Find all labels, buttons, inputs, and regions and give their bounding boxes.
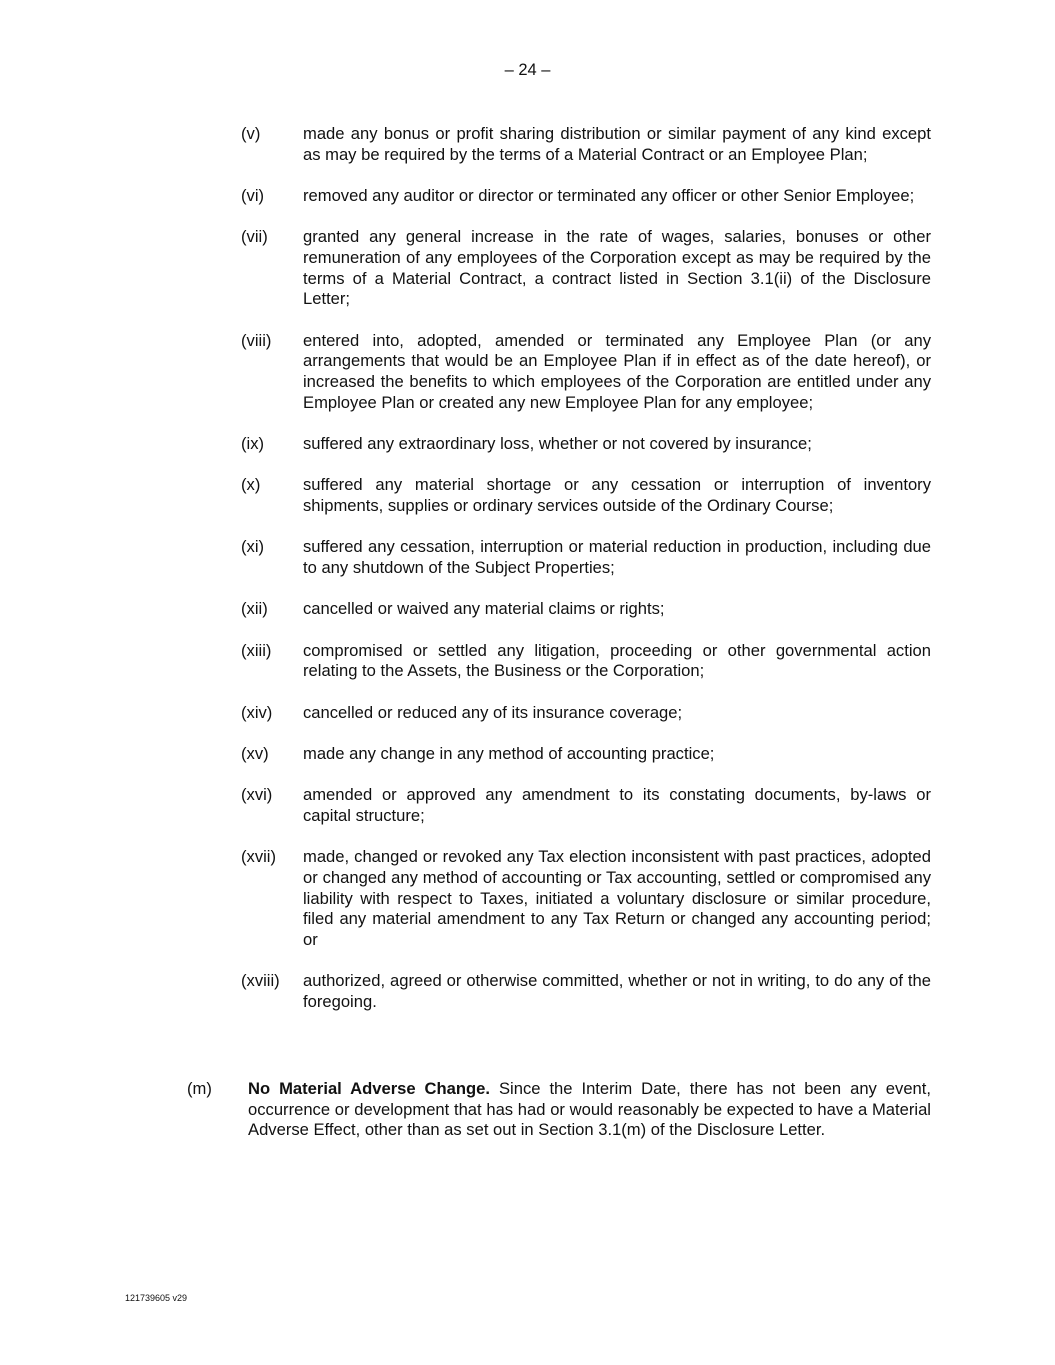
list-item [241,475,931,516]
item-number: (xviii) [241,971,280,991]
item-text: authorized, agreed or otherwise committed, whether or not in writing, to do any of the foregoing. [303,971,931,1012]
clause-text: Since the Interim Date, there has not been any event, occurrence or development that has had or would reasonably be expected to have a Material Adverse Effect, other than as set out in Section 3.1(m) of the Disclosure Letter. [248,1079,932,1140]
item-number: (xvi) [241,785,273,805]
sub-item-list [241,124,931,1033]
list-item [241,847,931,951]
clause-m [187,1079,931,1141]
item-number: (xvii) [241,847,277,867]
clause-number: (m) [187,1079,212,1098]
list-item [241,971,931,1012]
item-text: made, changed or revoked any Tax election inconsistent with past practices, adopted or changed any method of accounting or Tax accounting, settled or compromised any liability with respect to Taxes, initiated a voluntary disclosure or similar procedure, filed any material amendment to any Tax Return or changed any accounting period; or [303,847,931,950]
item-text: compromised or settled any litigation, proceeding or other governmental action relating to the Assets, the Business or the Corporation; [303,640,931,681]
item-text: entered into, adopted, amended or terminated any Employee Plan (or any arrangements that would be an Employee Plan if in effect as of the date hereof), or increased the benefits to which employees of the Corporation are entitled under any Employee Plan or created any new Employee Plan for any employee; [303,330,931,412]
item-number: (viii) [241,330,272,350]
item-number: (xii) [241,599,268,619]
list-item [241,537,931,578]
document-id: 121739605 v29 [125,1293,188,1303]
item-text: removed any auditor or director or terminated any officer or other Senior Employee; [303,186,915,205]
item-text: cancelled or reduced any of its insurance coverage; [303,702,683,722]
item-number: (vii) [241,227,268,247]
item-number: (vi) [241,186,265,205]
item-text: made any bonus or profit sharing distribution or similar payment of any kind except as may be required by the terms of a Material Contract or an Employee Plan; [303,124,931,164]
list-item [241,124,931,165]
clause-heading: No Material Adverse Change. [248,1079,491,1098]
item-text: cancelled or waived any material claims or rights; [303,599,665,619]
item-number: (xi) [241,537,265,557]
list-item [241,434,931,455]
item-text: suffered any extraordinary loss, whether or not covered by insurance; [303,434,812,454]
item-text: granted any general increase in the rate of wages, salaries, bonuses or other remuneration of any employees of the Corporation except as may be required by the terms of a Material Contract, a contract listed in Section 3.1(ii) of the Disclosure Letter; [303,227,931,309]
item-number: (xiii) [241,640,272,660]
item-number: (xv) [241,744,269,763]
list-item [241,785,931,826]
list-item [241,703,931,724]
item-number: (ix) [241,434,265,454]
item-text: made any change in any method of accounting practice; [303,744,715,763]
item-number: (v) [241,124,261,143]
item-number: (xiv) [241,702,273,722]
item-text: suffered any material shortage or any cessation or interruption of inventory shipments, supplies or ordinary services outside of the Ordinary Course; [303,475,931,516]
list-item [241,331,931,414]
item-text: suffered any cessation, interruption or material reduction in production, including due to any shutdown of the Subject Properties; [303,537,931,578]
list-item [241,744,931,765]
list-item [241,186,931,207]
list-item [241,599,931,620]
page-number: – 24 – [504,61,551,79]
list-item [241,641,931,682]
item-text: amended or approved any amendment to its constating documents, by-laws or capital structure; [303,785,931,825]
clause-body [187,1079,931,1141]
item-number: (x) [241,475,261,495]
list-item [241,227,931,310]
